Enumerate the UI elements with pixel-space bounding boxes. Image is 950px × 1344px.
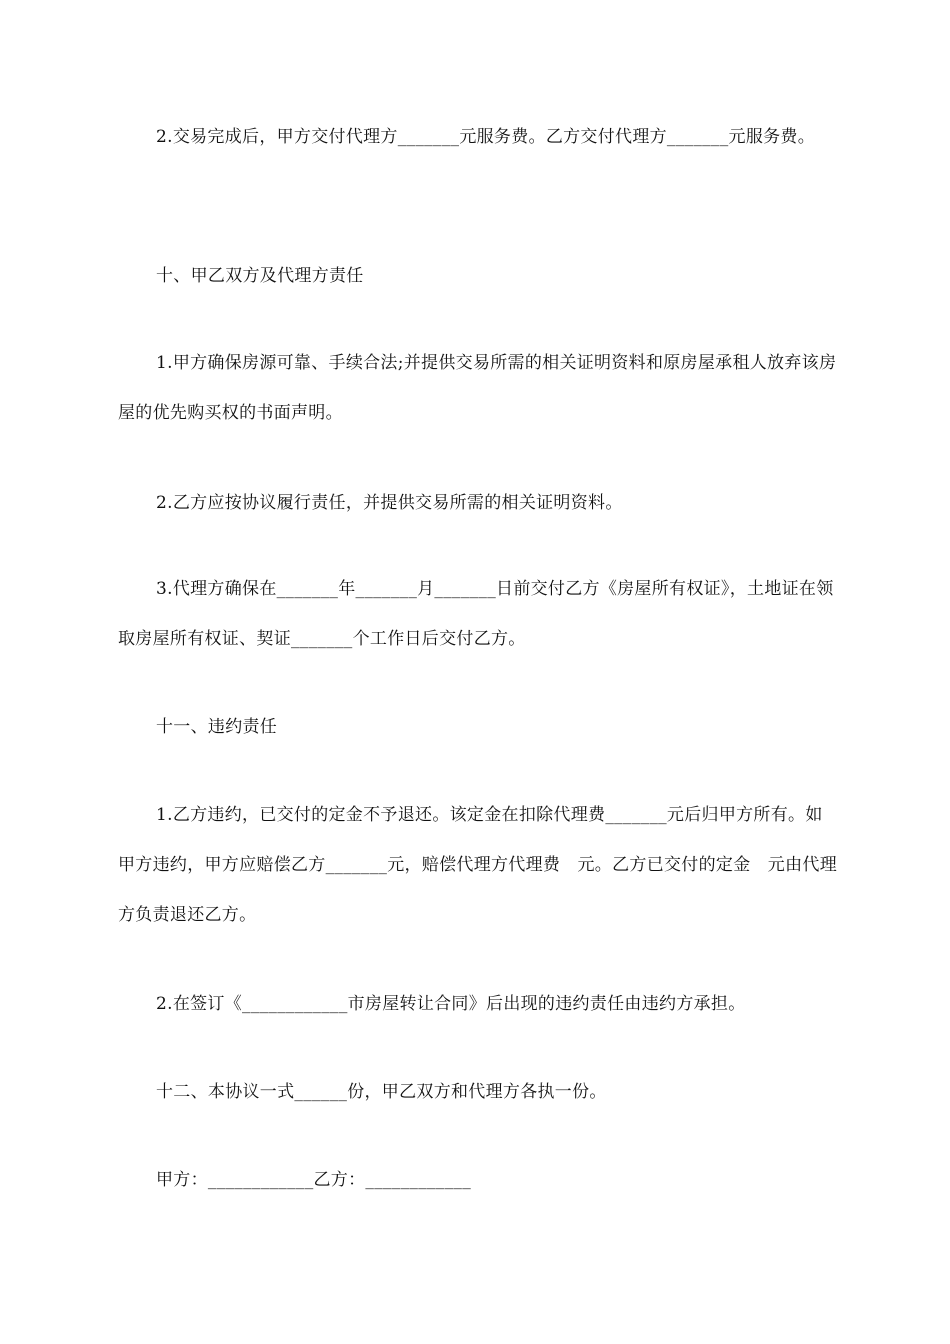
section-11-item-2-text: 2.在签订《____________市房屋转让合同》后出现的违约责任由违约方承担。 (156, 994, 746, 1014)
section-10-item-3-text: 3.代理方确保在_______年_______月_______日前交付乙方《房屋所有权证》，土地证在领取房屋所有权证、契证_______个工作日后交付乙方。 (118, 579, 834, 649)
section-11-item-1-text: 1.乙方违约，已交付的定金不予退还。该定金在扣除代理费_______元后归甲方所有。如甲方违约，甲方应赔偿乙方_______元，赔偿代理方代理费 元。乙方已交付的定金 元由代理方负责退还乙方。 (118, 805, 837, 925)
section-10-item-1-text: 1.甲方确保房源可靠、手续合法;并提供交易所需的相关证明资料和原房屋承租人放弃该房屋的优先购买权的书面声明。 (118, 353, 837, 423)
service-fee-paragraph (118, 112, 838, 162)
section-11-heading: 十一、违约责任 (156, 717, 278, 737)
section-11-item-2 (118, 979, 838, 1029)
section-10-item-1 (118, 338, 838, 438)
section-12-heading: 十二、本协议一式______份，甲乙双方和代理方各执一份。 (156, 1082, 607, 1102)
signature-line: 甲方：____________乙方：____________ (156, 1170, 471, 1190)
section-10-item-2 (118, 478, 838, 528)
section-10-item-2-text: 2.乙方应按协议履行责任，并提供交易所需的相关证明资料。 (156, 493, 623, 513)
service-fee-text: 2.交易完成后，甲方交付代理方_______元服务费。乙方交付代理方_______元服务费。 (156, 127, 816, 147)
section-11-item-1 (118, 790, 838, 940)
section-10-item-3 (118, 564, 838, 664)
section-10-heading: 十、甲乙双方及代理方责任 (156, 266, 364, 286)
